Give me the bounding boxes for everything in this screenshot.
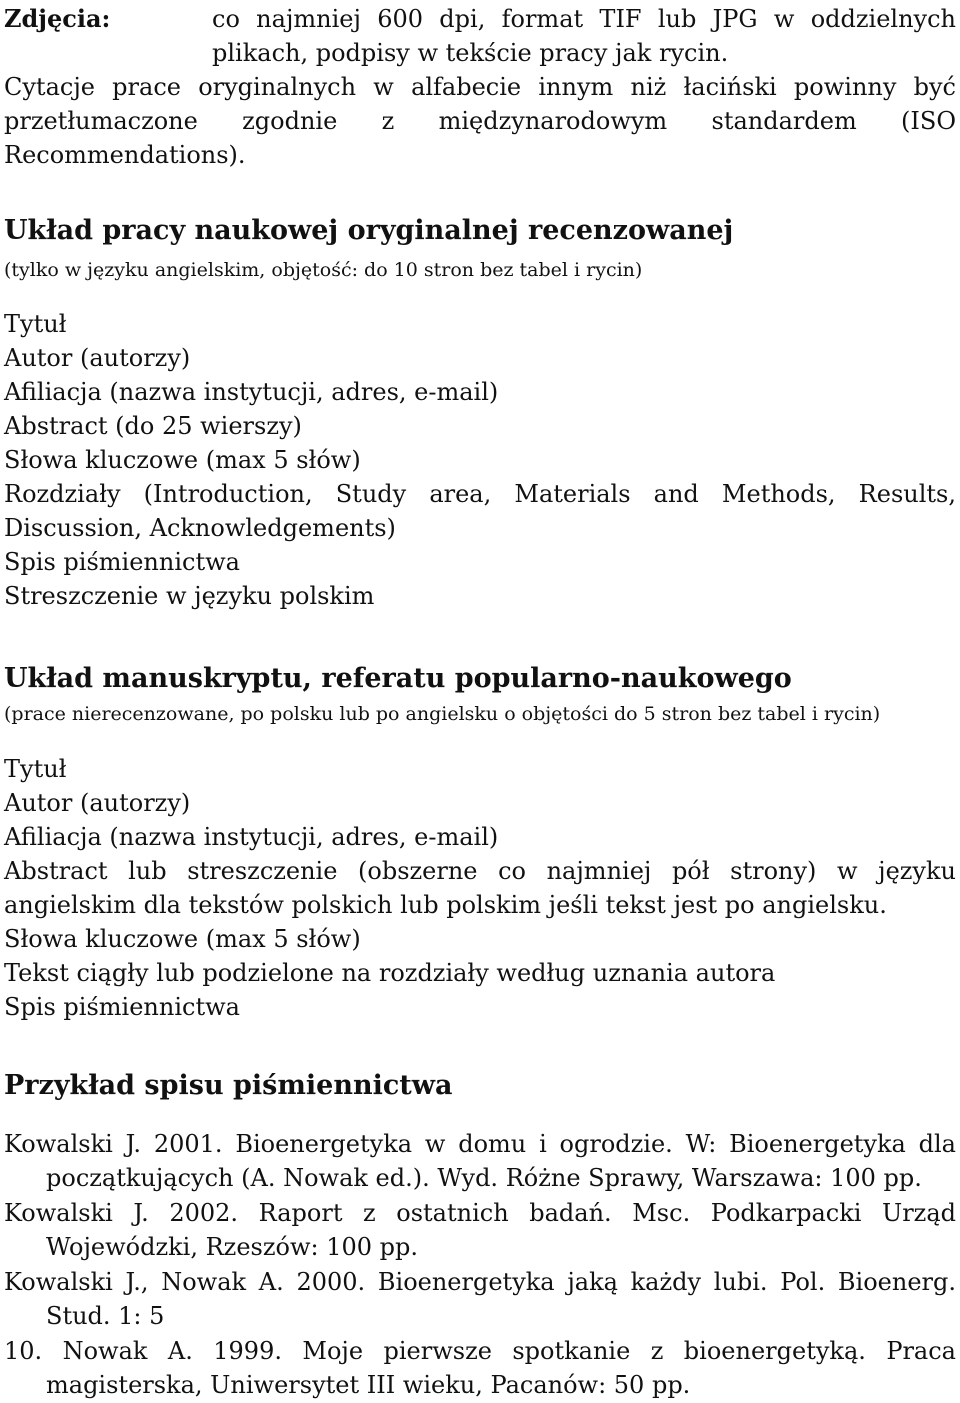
references-list (4, 1127, 956, 1403)
section-subtitle-manuscript: (prace nierecenzowane, po polsku lub po angielsku o objętości do 5 stron bez tabel i rycin) (4, 703, 881, 725)
photos-requirement (4, 0, 956, 70)
list-item: Tytuł (4, 755, 67, 783)
list-item: Streszczenie w języku polskim (4, 582, 375, 610)
manuscript-structure-list (4, 752, 956, 1024)
list-item: Abstract lub streszczenie (obszerne co najmniej pół strony) w języku angielskim dla tekstów polskich lub polskim jeśli tekst jest po angielsku. (4, 857, 956, 919)
section-subtitle-original-paper: (tylko w języku angielskim, objętość: do 10 stron bez tabel i rycin) (4, 259, 643, 281)
original-paper-structure-list (4, 307, 956, 613)
list-item: Rozdziały (Introduction, Study area, Materials and Methods, Results, Discussion, Acknowledgements) (4, 480, 956, 542)
reference-item: Kowalski J. 2001. Bioenergetyka w domu i ogrodzie. W: Bioenergetyka dla początkujących (A. Nowak ed.). Wyd. Różne Sprawy, Warszawa: 100 pp. (4, 1130, 956, 1192)
cyrillic-citation-note: Cytacje prace oryginalnych w alfabecie innym niż łaciński powinny być przetłumaczone zgodnie z międzynarodowym standardem (ISO Recommendations). (4, 73, 956, 169)
list-item: Afiliacja (nazwa instytucji, adres, e-mail) (4, 823, 499, 851)
list-item: Słowa kluczowe (max 5 słów) (4, 925, 361, 953)
list-item: Autor (autorzy) (4, 344, 191, 372)
list-item: Słowa kluczowe (max 5 słów) (4, 446, 361, 474)
document-page (4, 0, 956, 1399)
reference-item: Kowalski J. 2002. Raport z ostatnich badań. Msc. Podkarpacki Urząd Wojewódzki, Rzeszów: 100 pp. (4, 1199, 956, 1261)
photos-text: co najmniej 600 dpi, format TIF lub JPG w oddzielnych plikach, podpisy w tekście pracy jak rycin. (212, 5, 956, 67)
photos-label: Zdjęcia: (4, 4, 111, 33)
list-item: Spis piśmiennictwa (4, 548, 240, 576)
section-title-references-example: Przykład spisu piśmiennictwa (4, 1070, 453, 1101)
list-item: Afiliacja (nazwa instytucji, adres, e-mail) (4, 378, 499, 406)
list-item: Tytuł (4, 310, 67, 338)
list-item: Tekst ciągły lub podzielone na rozdziały według uznania autora (4, 959, 776, 987)
list-item: Abstract (do 25 wierszy) (4, 412, 302, 440)
section-title-manuscript: Układ manuskryptu, referatu popularno-naukowego (4, 663, 792, 694)
reference-item: 10. Nowak A. 1999. Moje pierwsze spotkanie z bioenergetyką. Praca magisterska, Uniwersytet III wieku, Pacanów: 50 pp. (4, 1337, 956, 1399)
section-title-original-paper: Układ pracy naukowej oryginalnej recenzowanej (4, 215, 734, 246)
reference-item: Kowalski J., Nowak A. 2000. Bioenergetyka jaką każdy lubi. Pol. Bioenerg. Stud. 1: 5 (4, 1268, 956, 1330)
list-item: Autor (autorzy) (4, 789, 191, 817)
list-item: Spis piśmiennictwa (4, 993, 240, 1021)
